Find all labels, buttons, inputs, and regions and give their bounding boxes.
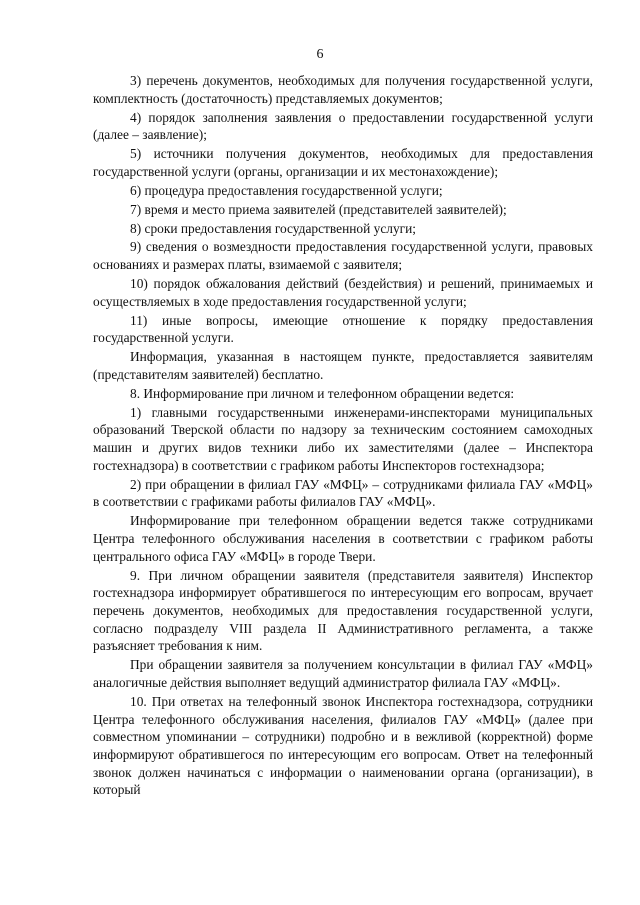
paragraph-info-free: Информация, указанная в настоящем пункте, предоставляется заявителям (представителям заявителей) бесплатно.	[93, 349, 593, 382]
paragraph-clause-8-1: 1) главными государственными инженерами-инспекторами муниципальных образований Тверской области по надзору за техническим состоянием самоходных машин и других видов техники либо их заместителями (далее – Инспектора гостехнадзора) в соответствии с графиком работы Инспекторов гостехнадзора;	[93, 404, 593, 473]
paragraph-item-11: 11) иные вопросы, имеющие отношение к порядку предоставления государственной услуги.	[93, 312, 593, 346]
paragraph-mfc-consultation: При обращении заявителя за получением консультации в филиал ГАУ «МФЦ» аналогичные действия выполняет ведущий администратор филиала ГАУ «МФЦ».	[93, 657, 593, 691]
page-number: 6	[316, 47, 324, 62]
document-body	[93, 72, 593, 800]
paragraph-item-7: 7) время и место приема заявителей (представителей заявителей);	[130, 201, 507, 217]
paragraph-item-10: 10) порядок обжалования действий (бездействия) и решений, принимаемых и осуществляемых в ходе предоставления государственной услуги;	[93, 276, 593, 309]
paragraph-item-5: 5) источники получения документов, необходимых для предоставления государственной услуги (органы, организации и их местонахождение);	[93, 146, 593, 179]
paragraph-item-3: 3) перечень документов, необходимых для получения государственной услуги, комплектность (достаточность) представляемых документов;	[93, 73, 593, 106]
paragraph-item-4: 4) порядок заполнения заявления о предоставлении государственной услуги (далее – заявление);	[93, 109, 593, 143]
paragraph-item-6: 6) процедура предоставления государственной услуги;	[130, 182, 443, 198]
paragraph-clause-9: 9. При личном обращении заявителя (представителя заявителя) Инспектор гостехнадзора информирует обратившегося по интересующим его вопросам, вручает перечень документов, необходимых для предоставления государственной услуги, согласно подразделу VIII раздела II Административного регламента, а также разъясняет требования к ним.	[93, 567, 593, 654]
paragraph-clause-10: 10. При ответах на телефонный звонок Инспектора гостехнадзора, сотрудники Центра телефонного обслуживания населения, филиалов ГАУ «МФЦ» (далее при совместном упоминании – сотрудники) подробно и в вежливой (корректной) форме информируют обратившегося по интересующим его вопросам. Ответ на телефонный звонок должен начинаться с информации о наименовании органа (организации), в который	[93, 693, 593, 798]
paragraph-clause-8: 8. Информирование при личном и телефонном обращении ведется:	[130, 385, 515, 401]
paragraph-clause-8-2: 2) при обращении в филиал ГАУ «МФЦ» – сотрудниками филиала ГАУ «МФЦ» в соответствии с графиками работы филиалов ГАУ «МФЦ».	[93, 476, 593, 510]
paragraph-phone-info: Информирование при телефонном обращении ведется также сотрудниками Центра телефонного обслуживания населения в соответствии с графиком работы центрального офиса ГАУ «МФЦ» в городе Твери.	[93, 513, 593, 564]
paragraph-item-8: 8) сроки предоставления государственной услуги;	[130, 220, 417, 236]
paragraph-item-9: 9) сведения о возмездности предоставления государственной услуги, правовых основаниях и размерах платы, взимаемой с заявителя;	[93, 239, 593, 273]
